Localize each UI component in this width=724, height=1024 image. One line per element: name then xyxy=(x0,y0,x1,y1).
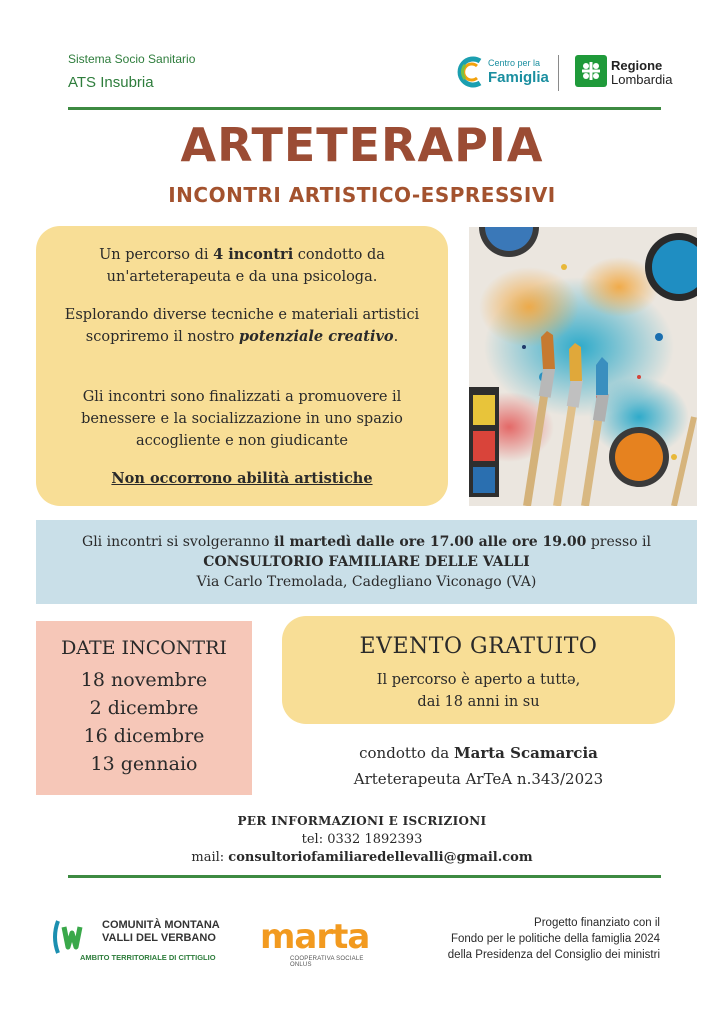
funding-line-2: Fondo per le politiche della famiglia 2024 xyxy=(450,933,660,945)
intro-p2-text-c: . xyxy=(393,329,399,345)
intro-paragraph-1 xyxy=(52,244,432,288)
intro-p1-text-a: Un percorso di xyxy=(99,247,214,263)
top-divider xyxy=(68,107,661,110)
intro-paragraph-3: Gli incontri sono finalizzati a promuovere il benessere e la socializzazione in uno spazio accogliente e non giudicante xyxy=(81,389,403,449)
date-item: 18 novembre xyxy=(80,669,208,691)
no-skills-note: Non occorrono abilità artistiche xyxy=(111,470,373,487)
intro-paragraph-4 xyxy=(52,468,432,490)
paint-palette-illustration xyxy=(469,227,697,506)
centro-famiglia-mark-icon xyxy=(456,55,486,89)
page-subtitle: INCONTRI ARTISTICO-ESPRESSIVI xyxy=(168,183,556,207)
comunita-montana-line3: AMBITO TERRITORIALE DI CITTIGLIO xyxy=(80,953,216,962)
intro-box xyxy=(36,226,448,506)
intro-paragraph-2 xyxy=(52,304,432,348)
schedule-line-1 xyxy=(36,534,697,550)
marta-wordmark: marta xyxy=(260,917,370,957)
regione-lombardia-line2: Lombardia xyxy=(611,72,673,87)
info-email-label: mail: xyxy=(191,850,229,865)
conductor-prefix: condotto da xyxy=(359,744,455,762)
org-name-line2: ATS Insubria xyxy=(68,74,154,91)
free-event-box xyxy=(282,616,675,724)
funding-line-1: Progetto finanziato con il xyxy=(534,917,660,929)
regione-lombardia-mark-icon xyxy=(575,55,607,87)
intro-p1-text-c: condotto da un'arteterapeuta e da una psicologa. xyxy=(106,247,385,285)
intro-p2-emphasis: potenziale creativo xyxy=(239,328,394,345)
info-email-link[interactable]: consultoriofamiliaredellevalli@gmail.com xyxy=(228,850,533,865)
dates-title: DATE INCONTRI xyxy=(61,637,227,659)
intro-p1-bold: 4 incontri xyxy=(213,246,294,263)
schedule-band xyxy=(36,520,697,604)
schedule-time: il martedì dalle ore 17.00 alle ore 19.00 xyxy=(273,534,587,550)
conductor-role: Arteterapeuta ArTeA n.343/2023 xyxy=(353,770,604,788)
funding-note xyxy=(400,915,660,963)
free-event-line-1: Il percorso è aperto a tuttə, xyxy=(376,672,581,688)
schedule-l1-text-a: Gli incontri si svolgeranno xyxy=(82,534,274,550)
info-title: PER INFORMAZIONI E ISCRIZIONI xyxy=(237,814,487,828)
logo-separator xyxy=(558,55,559,91)
venue-address: Via Carlo Tremolada, Cadegliano Viconago (VA) xyxy=(196,574,537,590)
marta-subtitle: COOPERATIVA SOCIALE ONLUS xyxy=(290,956,364,968)
schedule-l1-text-c: presso il xyxy=(586,534,651,550)
intro-p2-text-a: Esplorando diverse tecniche e materiali artistici scopriremo il nostro xyxy=(64,307,420,345)
funding-line-3: della Presidenza del Consiglio dei ministri xyxy=(447,949,660,961)
date-item: 2 dicembre xyxy=(89,697,199,719)
comunita-montana-mark-icon xyxy=(50,917,90,957)
centro-famiglia-logo xyxy=(456,55,552,89)
free-event-title: EVENTO GRATUITO xyxy=(359,634,598,659)
date-item: 13 gennaio xyxy=(90,753,198,775)
info-phone[interactable]: tel: 0332 1892393 xyxy=(301,832,423,847)
marta-logo xyxy=(260,915,380,968)
date-item: 16 dicembre xyxy=(83,725,205,747)
comunita-montana-line1: COMUNITÀ MONTANA xyxy=(102,919,220,931)
comunita-montana-line2: VALLI DEL VERBANO xyxy=(102,932,216,944)
centro-famiglia-line1: Centro per la xyxy=(488,58,541,68)
centro-famiglia-line2: Famiglia xyxy=(488,69,549,86)
regione-lombardia-line1: Regione xyxy=(611,58,663,73)
conductor-name: Marta Scamarcia xyxy=(454,744,598,762)
free-event-line-2: dai 18 anni in su xyxy=(417,694,540,710)
page-title: ARTETERAPIA xyxy=(180,118,544,172)
dates-box xyxy=(36,621,252,795)
conductor-line xyxy=(282,744,675,762)
info-email-line xyxy=(0,850,724,865)
bottom-divider xyxy=(68,875,661,878)
org-name-line1: Sistema Socio Sanitario xyxy=(68,52,196,66)
art-supplies-image xyxy=(469,227,697,506)
comunita-montana-logo xyxy=(50,915,250,965)
venue-name: CONSULTORIO FAMILIARE DELLE VALLI xyxy=(203,554,530,570)
